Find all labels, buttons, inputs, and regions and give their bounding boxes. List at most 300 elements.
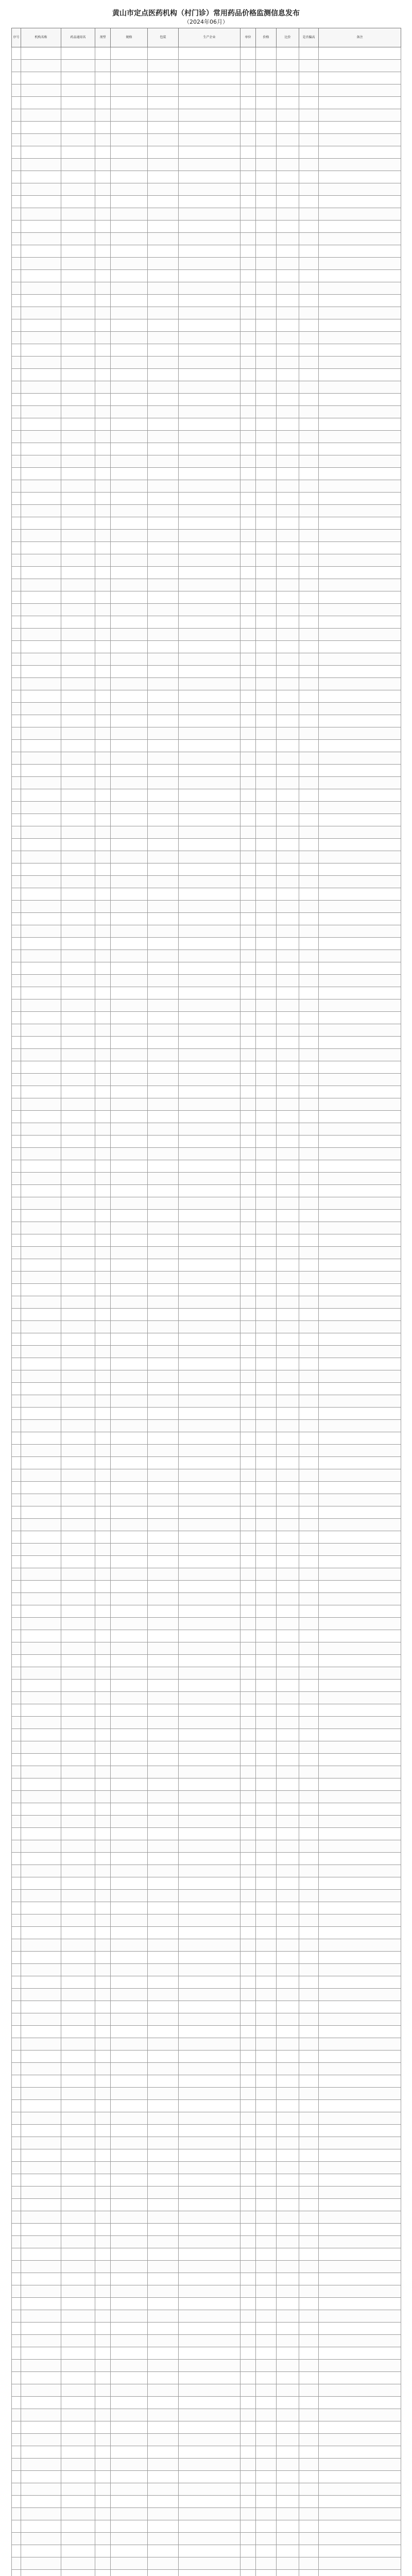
cell-manufacturer [179,1457,241,1469]
cell-institution [21,208,61,221]
cell-manufacturer [179,2298,241,2310]
cell-drug_name [61,690,95,703]
cell-spec [111,554,148,567]
cell-package [148,2137,179,2149]
cell-drug_name [61,332,95,344]
cell-high_flag [299,2298,319,2310]
cell-unit [241,2013,256,2026]
cell-price [256,1222,277,1234]
cell-unit [241,666,256,678]
cell-seq [12,381,21,394]
cell-manufacturer [179,196,241,208]
cell-seq [12,369,21,381]
table-row [12,2112,401,2125]
cell-seq [12,1902,21,1914]
cell-manufacturer [179,2557,241,2570]
cell-dosage_form [95,2533,111,2545]
cell-price [256,1618,277,1630]
table-row [12,2483,401,2496]
table-row [12,1247,401,1259]
cell-price [256,616,277,629]
cell-compare_price [277,2409,299,2421]
cell-spec [111,1816,148,1828]
cell-institution [21,789,61,802]
cell-high_flag [299,913,319,925]
table-row [12,987,401,999]
cell-price [256,2248,277,2261]
cell-unit [241,851,256,863]
table-row [12,1012,401,1024]
cell-spec [111,455,148,468]
cell-manufacturer [179,666,241,678]
cell-spec [111,888,148,901]
cell-drug_name [61,1593,95,1605]
cell-dosage_form [95,641,111,653]
cell-compare_price [277,579,299,591]
cell-drug_name [61,1408,95,1420]
cell-high_flag [299,777,319,789]
cell-high_flag [299,752,319,765]
cell-institution [21,1259,61,1272]
cell-price [256,1333,277,1346]
table-row [12,1482,401,1494]
cell-remark [319,703,401,715]
cell-unit [241,2459,256,2471]
cell-dosage_form [95,591,111,604]
cell-dosage_form [95,2038,111,2050]
cell-unit [241,1630,256,1642]
cell-manufacturer [179,1593,241,1605]
table-row [12,2372,401,2384]
cell-institution [21,2187,61,2199]
cell-unit [241,1222,256,1234]
cell-seq [12,1754,21,1766]
cell-drug_name [61,2520,95,2533]
cell-drug_name [61,1655,95,1667]
cell-seq [12,1667,21,1680]
cell-compare_price [277,406,299,418]
cell-dosage_form [95,554,111,567]
cell-price [256,171,277,183]
cell-high_flag [299,1061,319,1074]
cell-institution [21,2471,61,2483]
cell-price [256,1506,277,1519]
cell-manufacturer [179,2483,241,2496]
table-row [12,245,401,258]
cell-unit [241,1766,256,1778]
cell-spec [111,517,148,530]
cell-high_flag [299,221,319,233]
cell-remark [319,913,401,925]
cell-institution [21,2557,61,2570]
cell-spec [111,2496,148,2508]
cell-drug_name [61,950,95,962]
cell-price [256,1989,277,2001]
cell-high_flag [299,196,319,208]
cell-price [256,2557,277,2570]
cell-manufacturer [179,2273,241,2285]
cell-remark [319,851,401,863]
cell-package [148,196,179,208]
cell-institution [21,999,61,1012]
cell-dosage_form [95,2125,111,2137]
cell-high_flag [299,1989,319,2001]
cell-dosage_form [95,431,111,443]
cell-dosage_form [95,1939,111,1952]
cell-manufacturer [179,1519,241,1531]
cell-manufacturer [179,913,241,925]
cell-spec [111,1717,148,1729]
cell-manufacturer [179,146,241,159]
cell-manufacturer [179,369,241,381]
cell-manufacturer [179,1136,241,1148]
cell-unit [241,443,256,455]
cell-seq [12,851,21,863]
cell-drug_name [61,851,95,863]
cell-manufacturer [179,84,241,97]
cell-institution [21,666,61,678]
cell-high_flag [299,1877,319,1890]
cell-price [256,740,277,752]
cell-compare_price [277,1717,299,1729]
cell-institution [21,2459,61,2471]
table-row [12,2446,401,2459]
cell-high_flag [299,567,319,579]
cell-spec [111,369,148,381]
cell-spec [111,1976,148,1989]
cell-spec [111,381,148,394]
cell-spec [111,925,148,938]
cell-remark [319,678,401,690]
cell-compare_price [277,1952,299,1964]
cell-price [256,2112,277,2125]
cell-high_flag [299,2471,319,2483]
cell-spec [111,938,148,950]
cell-high_flag [299,1024,319,1037]
cell-dosage_form [95,1037,111,1049]
cell-dosage_form [95,2471,111,2483]
cell-unit [241,1445,256,1457]
cell-dosage_form [95,480,111,493]
cell-price [256,1049,277,1061]
cell-dosage_form [95,2384,111,2397]
cell-seq [12,678,21,690]
cell-unit [241,2199,256,2211]
cell-remark [319,2001,401,2013]
cell-remark [319,1680,401,1692]
cell-dosage_form [95,2397,111,2409]
cell-manufacturer [179,1222,241,1234]
table-row [12,2347,401,2360]
cell-institution [21,2372,61,2384]
cell-drug_name [61,159,95,171]
cell-spec [111,752,148,765]
cell-compare_price [277,183,299,196]
cell-price [256,270,277,282]
cell-spec [111,826,148,839]
cell-package [148,418,179,431]
cell-high_flag [299,2013,319,2026]
cell-unit [241,814,256,826]
cell-dosage_form [95,2088,111,2100]
cell-institution [21,938,61,950]
table-row [12,381,401,394]
cell-compare_price [277,1185,299,1197]
cell-package [148,752,179,765]
cell-spec [111,2409,148,2421]
table-row [12,2471,401,2483]
cell-price [256,2261,277,2273]
cell-institution [21,765,61,777]
cell-remark [319,1840,401,1853]
cell-package [148,839,179,851]
cell-compare_price [277,1111,299,1123]
cell-remark [319,1098,401,1111]
cell-remark [319,1618,401,1630]
cell-remark [319,159,401,171]
cell-package [148,1618,179,1630]
cell-seq [12,1037,21,1049]
cell-seq [12,690,21,703]
cell-seq [12,1395,21,1408]
cell-remark [319,1964,401,1976]
cell-unit [241,394,256,406]
cell-unit [241,1049,256,1061]
cell-unit [241,2075,256,2088]
cell-manufacturer [179,1952,241,1964]
cell-dosage_form [95,975,111,987]
cell-compare_price [277,146,299,159]
cell-drug_name [61,406,95,418]
cell-high_flag [299,1519,319,1531]
cell-manufacturer [179,1692,241,1704]
cell-drug_name [61,1803,95,1816]
cell-drug_name [61,1024,95,1037]
cell-seq [12,1853,21,1865]
cell-compare_price [277,1259,299,1272]
cell-high_flag [299,109,319,122]
cell-institution [21,97,61,109]
cell-remark [319,1197,401,1210]
table-row [12,1086,401,1098]
cell-manufacturer [179,740,241,752]
cell-spec [111,1865,148,1877]
cell-compare_price [277,2100,299,2112]
cell-dosage_form [95,925,111,938]
cell-seq [12,913,21,925]
cell-seq [12,1160,21,1173]
cell-remark [319,146,401,159]
cell-seq [12,47,21,60]
cell-manufacturer [179,455,241,468]
cell-dosage_form [95,1828,111,1840]
cell-drug_name [61,863,95,876]
table-row [12,394,401,406]
cell-manufacturer [179,1754,241,1766]
cell-dosage_form [95,2149,111,2162]
cell-remark [319,1816,401,1828]
cell-package [148,863,179,876]
cell-remark [319,2459,401,2471]
cell-price [256,2013,277,2026]
table-row [12,752,401,765]
table-row [12,1692,401,1704]
cell-price [256,765,277,777]
cell-package [148,1803,179,1816]
cell-spec [111,579,148,591]
cell-unit [241,344,256,357]
cell-dosage_form [95,962,111,975]
cell-drug_name [61,517,95,530]
cell-dosage_form [95,2409,111,2421]
cell-institution [21,1284,61,1296]
cell-price [256,2100,277,2112]
cell-compare_price [277,999,299,1012]
cell-manufacturer [179,1420,241,1432]
cell-compare_price [277,2347,299,2360]
cell-manufacturer [179,1395,241,1408]
cell-dosage_form [95,245,111,258]
cell-compare_price [277,1234,299,1247]
cell-seq [12,295,21,307]
cell-price [256,1642,277,1655]
cell-price [256,1952,277,1964]
cell-seq [12,962,21,975]
cell-price [256,530,277,542]
cell-high_flag [299,1976,319,1989]
cell-compare_price [277,1037,299,1049]
table-row [12,159,401,171]
cell-unit [241,1506,256,1519]
cell-manufacturer [179,1012,241,1024]
cell-price [256,2162,277,2174]
cell-institution [21,1445,61,1457]
cell-unit [241,2174,256,2187]
cell-unit [241,1853,256,1865]
cell-seq [12,1296,21,1309]
cell-price [256,1272,277,1284]
cell-institution [21,1865,61,1877]
cell-remark [319,666,401,678]
table-row [12,2088,401,2100]
cell-high_flag [299,1667,319,1680]
cell-dosage_form [95,109,111,122]
cell-seq [12,1210,21,1222]
cell-package [148,2384,179,2397]
cell-remark [319,876,401,888]
cell-seq [12,1927,21,1939]
cell-compare_price [277,2125,299,2137]
cell-package [148,2063,179,2075]
cell-compare_price [277,1902,299,1914]
cell-unit [241,591,256,604]
column-header-remark: 备注 [319,28,401,47]
cell-package [148,221,179,233]
cell-institution [21,1469,61,1482]
cell-high_flag [299,2533,319,2545]
cell-seq [12,579,21,591]
cell-unit [241,962,256,975]
cell-spec [111,666,148,678]
cell-compare_price [277,109,299,122]
cell-drug_name [61,2026,95,2038]
column-header-manufacturer: 生产企业 [179,28,241,47]
cell-spec [111,1964,148,1976]
cell-high_flag [299,703,319,715]
cell-package [148,1704,179,1717]
cell-seq [12,1173,21,1185]
cell-package [148,2088,179,2100]
cell-drug_name [61,2397,95,2409]
cell-spec [111,1680,148,1692]
cell-drug_name [61,2335,95,2347]
cell-seq [12,2050,21,2063]
cell-unit [241,2496,256,2508]
cell-drug_name [61,1618,95,1630]
cell-dosage_form [95,47,111,60]
cell-compare_price [277,2211,299,2224]
cell-compare_price [277,2050,299,2063]
cell-spec [111,789,148,802]
cell-high_flag [299,270,319,282]
cell-spec [111,2533,148,2545]
cell-spec [111,1741,148,1754]
cell-manufacturer [179,938,241,950]
cell-unit [241,1432,256,1445]
cell-unit [241,1593,256,1605]
cell-manufacturer [179,1914,241,1927]
cell-unit [241,1123,256,1136]
table-row [12,122,401,134]
cell-compare_price [277,1692,299,1704]
cell-package [148,1333,179,1346]
cell-unit [241,629,256,641]
cell-high_flag [299,146,319,159]
cell-seq [12,1877,21,1890]
cell-remark [319,97,401,109]
cell-high_flag [299,2236,319,2248]
cell-remark [319,1272,401,1284]
cell-institution [21,2088,61,2100]
cell-unit [241,1012,256,1024]
cell-institution [21,1840,61,1853]
cell-drug_name [61,1370,95,1383]
cell-compare_price [277,1024,299,1037]
cell-compare_price [277,134,299,146]
cell-unit [241,1234,256,1247]
cell-remark [319,431,401,443]
cell-manufacturer [179,1296,241,1309]
table-row [12,1160,401,1173]
cell-package [148,2298,179,2310]
cell-manufacturer [179,765,241,777]
cell-institution [21,1704,61,1717]
cell-dosage_form [95,1469,111,1482]
cell-spec [111,1210,148,1222]
cell-package [148,1123,179,1136]
cell-price [256,1803,277,1816]
cell-price [256,1717,277,1729]
cell-remark [319,1865,401,1877]
cell-seq [12,616,21,629]
cell-compare_price [277,1432,299,1445]
cell-dosage_form [95,530,111,542]
cell-unit [241,1370,256,1383]
cell-package [148,1494,179,1506]
cell-remark [319,1655,401,1667]
cell-high_flag [299,2384,319,2397]
cell-high_flag [299,863,319,876]
